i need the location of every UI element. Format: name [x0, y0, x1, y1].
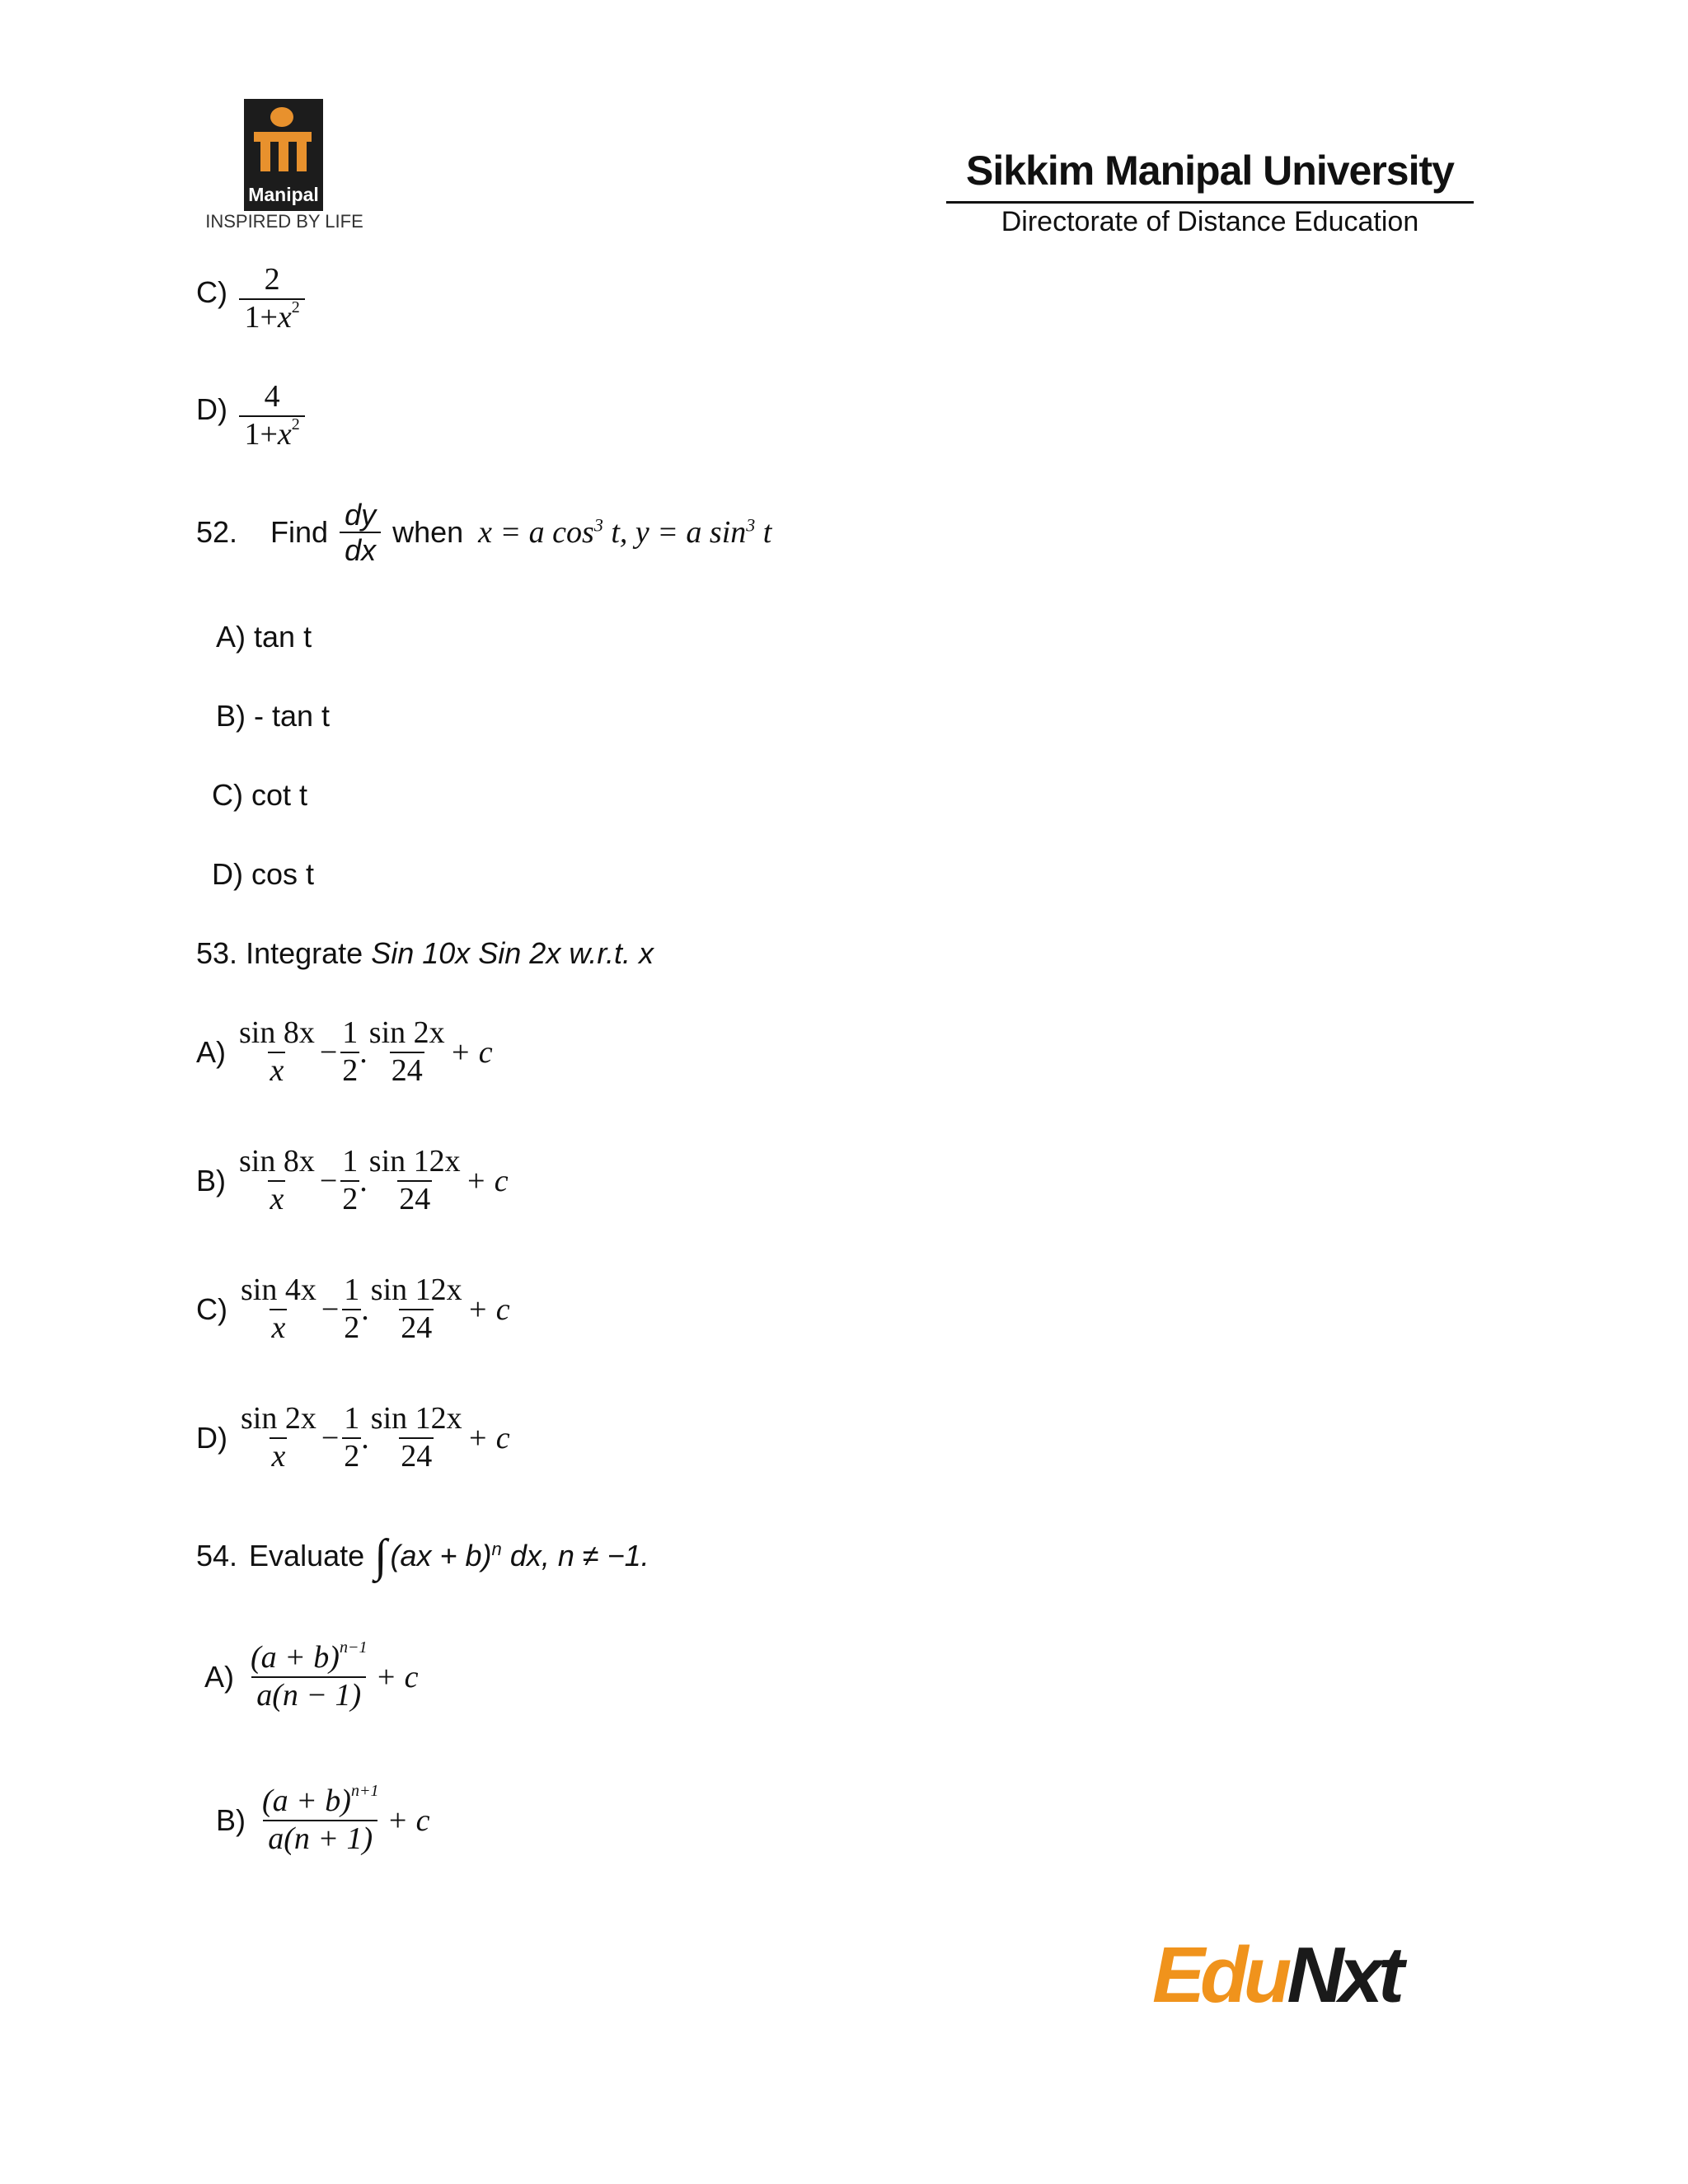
q53-option-a: A) $\frac{\sin 8x}{x}$ − $\frac{1}{2}$ . $\frac{\sin 2x}{24}$ + c — [196, 1015, 493, 1088]
q52-option-c: C) cot t — [212, 778, 308, 812]
q54-option-a: A) $\frac{(a + b)^{n-1}}{a(n - 1)}$ + c — [204, 1638, 419, 1713]
q53-option-b: B) $\frac{\sin 8x}{x}$ − $\frac{1}{2}$ . $\frac{\sin 12x}{24}$ + c — [196, 1144, 509, 1216]
q54-number: 54. — [196, 1539, 238, 1572]
q52-option-a: A) tan t — [216, 620, 312, 654]
university-subtitle: Directorate of Distance Education — [1001, 206, 1419, 237]
q53-number: 53. — [196, 936, 238, 970]
q52-stem: 52. Find $\frac{dy}{dx}$ when x = a $\cos^3 t$, y = a $\sin^3 t$ — [196, 498, 772, 568]
edunxt-logo: EduNxt — [1152, 1931, 1400, 2019]
tagline: INSPIRED BY LIFE — [205, 211, 363, 232]
university-name: Sikkim Manipal University — [966, 148, 1454, 194]
q52-derivative: $\frac{dy}{dx}$ — [340, 498, 381, 568]
q53-option-d: D) $\frac{\sin 2x}{x}$ − $\frac{1}{2}$ . $\frac{\sin 12x}{24}$ + c — [196, 1401, 510, 1474]
q53-option-c: C) $\frac{\sin 4x}{x}$ − $\frac{1}{2}$ . $\frac{\sin 12x}{24}$ + c — [196, 1272, 510, 1345]
q51-c-fraction: $\frac{2}{1+x^2}$ — [239, 262, 304, 335]
q52-number: 52. — [196, 515, 238, 550]
manipal-emblem-icon — [244, 99, 323, 181]
q52-option-b: B) - tan t — [216, 699, 331, 733]
q51-option-d: D) $\frac{4}{1+x^2}$ — [196, 379, 305, 452]
q52-parametric: x = a $\cos^3 t$, y = a $\sin^3 t$ — [478, 514, 772, 551]
q51-option-c: C) $\frac{2}{1+x^2}$ — [196, 262, 305, 335]
q52-option-d: D) cos t — [212, 857, 315, 891]
manipal-logo — [244, 99, 323, 211]
integral-sign: ∫ — [374, 1530, 387, 1582]
q54-stem: 54. Evaluate ∫ (ax + b)$^n$ dx, n ≠ −1. — [196, 1530, 649, 1582]
q53-stem: 53. Integrate Sin 10x Sin 2x w.r.t. x — [196, 936, 654, 970]
q54-option-b: B) $\frac{(a + b)^{n+1}}{a(n + 1)}$ + c — [216, 1782, 430, 1856]
header-divider — [946, 201, 1474, 204]
q51-d-fraction: $\frac{4}{1+x^2}$ — [239, 379, 304, 452]
logo-wordmark: Manipal — [248, 184, 319, 205]
